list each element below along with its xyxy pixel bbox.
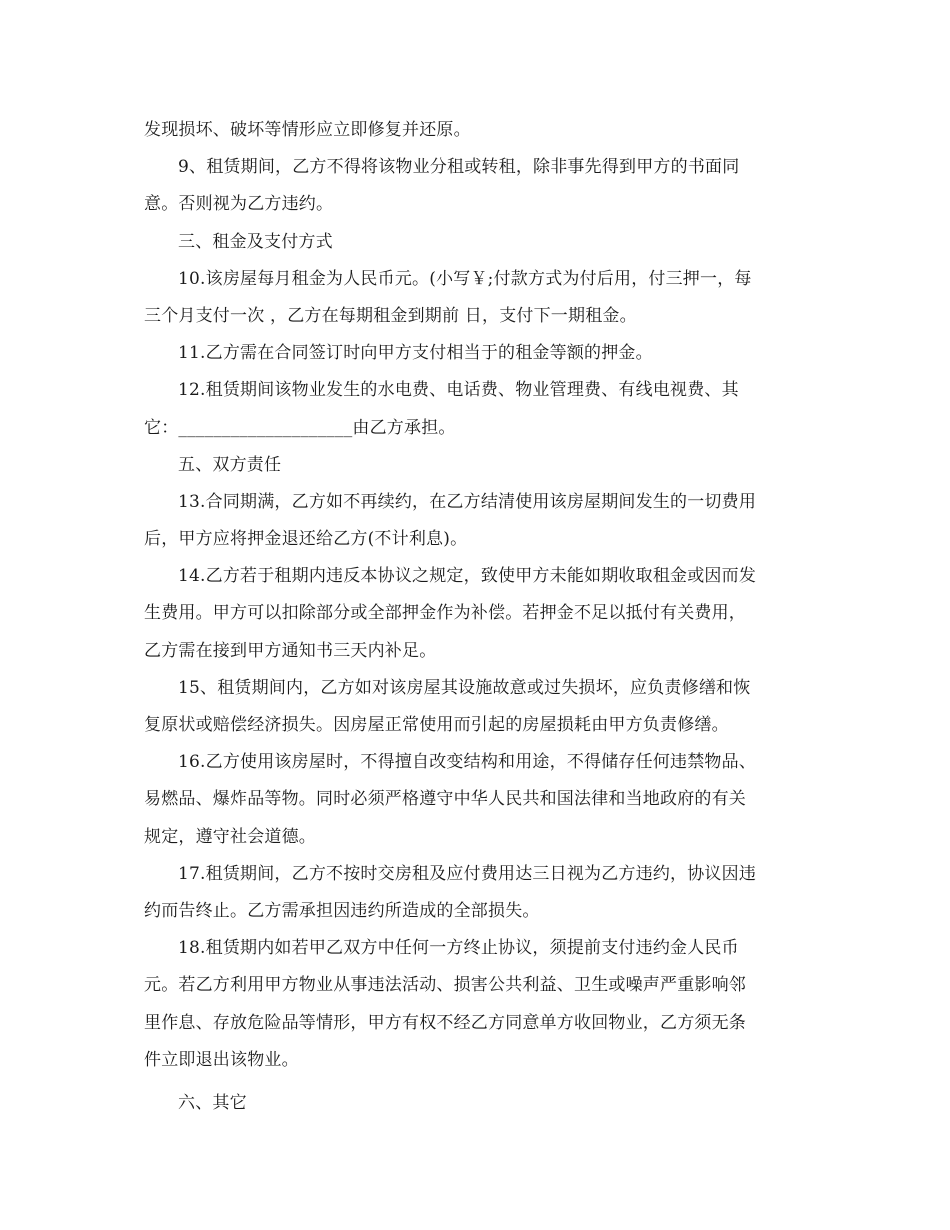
text-line: 生费用。甲方可以扣除部分或全部押金作为补偿。若押金不足以抵付有关费用， xyxy=(144,603,746,624)
text-line: 16.乙方使用该房屋时，不得擅自改变结构和用途，不得储存任何违禁物品、 xyxy=(178,752,757,773)
text-line: 12.租赁期间该物业发生的水电费、电话费、物业管理费、有线电视费、其 xyxy=(178,380,739,401)
text-line: 11.乙方需在合同签订时向甲方支付相当于的租金等额的押金。 xyxy=(178,343,653,364)
text-line: 乙方需在接到甲方通知书三天内补足。 xyxy=(144,640,437,661)
text-line: 10.该房屋每月租金为人民币元。(小写￥;付款方式为付后用，付三押一，每 xyxy=(178,268,752,289)
text-line: 约而告终止。乙方需承担因违约所造成的全部损失。 xyxy=(144,900,540,921)
text-line: 13.合同期满，乙方如不再续约，在乙方结清使用该房屋期间发生的一切费用 xyxy=(178,491,757,512)
text-line: 五、双方责任 xyxy=(178,454,282,475)
text-line: 元。若乙方利用甲方物业从事违法活动、损害公共利益、卫生或噪声严重影响邻 xyxy=(144,975,746,996)
text-line: 14.乙方若于租期内违反本协议之规定，致使甲方未能如期收取租金或因而发 xyxy=(178,566,757,587)
text-line: 发现损坏、破坏等情形应立即修复并还原。 xyxy=(144,120,471,140)
text-line: 意。否则视为乙方违约。 xyxy=(144,194,334,215)
text-line: 易燃品、爆炸品等物。同时必须严格遵守中华人民共和国法律和当地政府的有关 xyxy=(144,789,746,810)
text-line: 17.租赁期间，乙方不按时交房租及应付费用达三日视为乙方违约，协议因违 xyxy=(178,863,757,884)
text-line: 规定，遵守社会道德。 xyxy=(144,826,316,847)
text-line: 里作息、存放危险品等情形，甲方有权不经乙方同意单方收回物业，乙方须无条 xyxy=(144,1012,746,1033)
text-line: 六、其它 xyxy=(178,1092,247,1113)
text-line: 它：____________________由乙方承担。 xyxy=(144,417,456,438)
text-line: 18.租赁期内如若甲乙双方中任何一方终止协议，须提前支付违约金人民币 xyxy=(178,938,739,959)
text-line: 三个月支付一次 ，乙方在每期租金到期前 日，支付下一期租金。 xyxy=(144,305,637,326)
text-line: 15、租赁期间内，乙方如对该房屋其设施故意或过失损坏，应负责修缮和恢 xyxy=(178,677,751,698)
text-line: 9、租赁期间，乙方不得将该物业分租或转租，除非事先得到甲方的书面同 xyxy=(178,157,740,178)
text-line: 后，甲方应将押金退还给乙方(不计利息)。 xyxy=(144,529,468,550)
text-line: 三、租金及支付方式 xyxy=(178,231,333,252)
text-line: 件立即退出该物业。 xyxy=(144,1049,299,1070)
document-body xyxy=(144,112,806,1122)
text-line: 复原状或赔偿经济损失。因房屋正常使用而引起的房屋损耗由甲方负责修缮。 xyxy=(144,715,729,735)
